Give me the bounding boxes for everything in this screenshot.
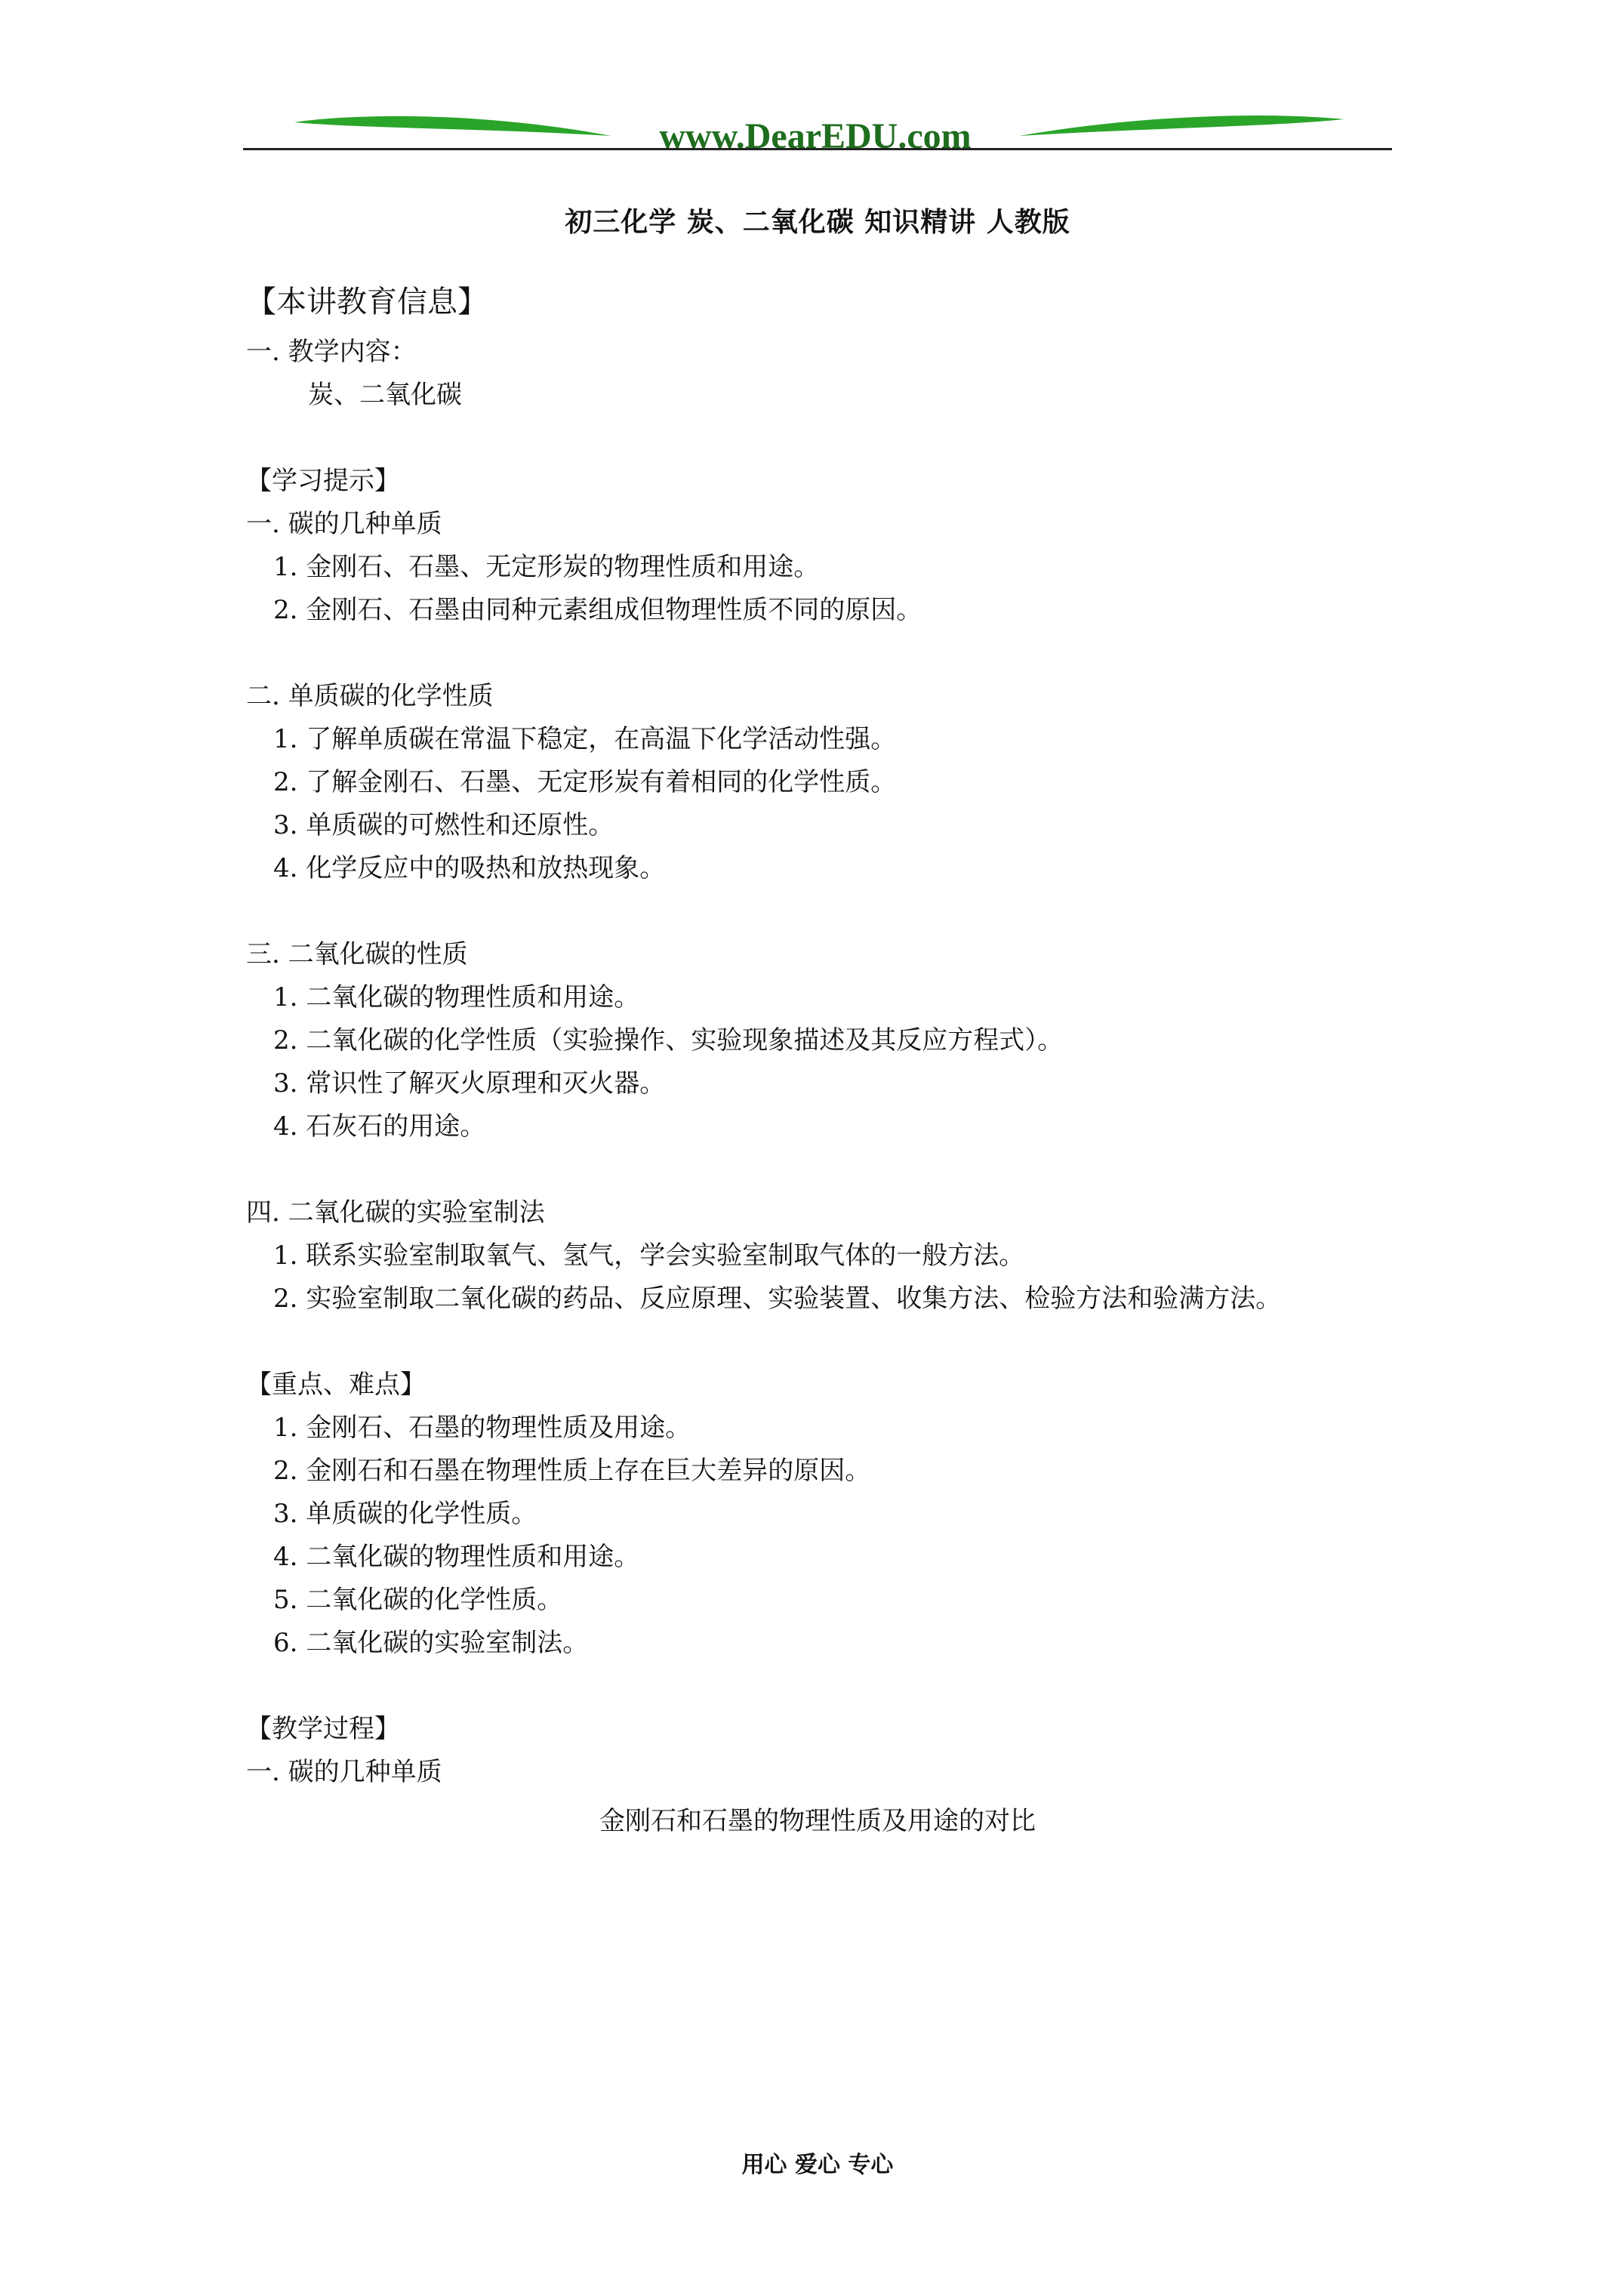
list-item: 5. 二氧化碳的化学性质。	[273, 1585, 563, 1615]
list-item: 4. 石灰石的用途。	[273, 1111, 486, 1142]
section-title: 二. 单质碳的化学性质	[246, 681, 494, 711]
section-title: 四. 二氧化碳的实验室制法	[246, 1197, 545, 1228]
info-heading: 【本讲教育信息】	[246, 285, 488, 319]
section-title: 一. 碳的几种单质	[246, 1757, 442, 1787]
left-swoosh-icon	[294, 116, 611, 136]
process-heading: 【教学过程】	[246, 1714, 400, 1744]
site-logo-text: www.DearEDU.com	[659, 116, 972, 156]
list-item: 6. 二氧化碳的实验室制法。	[273, 1628, 589, 1658]
content-label: 一. 教学内容：	[246, 337, 417, 367]
list-item: 3. 单质碳的可燃性和还原性。	[273, 810, 614, 840]
list-item: 2. 二氧化碳的化学性质（实验操作、实验现象描述及其反应方程式）。	[273, 1025, 1064, 1056]
list-item: 3. 常识性了解灭火原理和灭火器。	[273, 1068, 666, 1099]
header-rule	[243, 148, 1392, 150]
content-value: 炭、二氧化碳	[308, 380, 462, 410]
right-swoosh-icon	[1019, 116, 1344, 136]
hints-heading: 【学习提示】	[246, 466, 400, 496]
list-item: 4. 化学反应中的吸热和放热现象。	[273, 853, 666, 883]
list-item: 2. 了解金刚石、石墨、无定形炭有着相同的化学性质。	[273, 767, 897, 797]
list-item: 2. 实验室制取二氧化碳的药品、反应原理、实验装置、收集方法、检验方法和验满方法。	[273, 1284, 1282, 1314]
list-item: 1. 联系实验室制取氧气、氢气，学会实验室制取气体的一般方法。	[273, 1240, 1025, 1271]
page-footer: 用心 爱心 专心	[741, 2152, 894, 2178]
section-title: 三. 二氧化碳的性质	[246, 939, 468, 969]
list-item: 1. 了解单质碳在常温下稳定，在高温下化学活动性强。	[273, 724, 897, 754]
list-item: 1. 金刚石、石墨、无定形炭的物理性质和用途。	[273, 552, 820, 582]
list-item: 2. 金刚石、石墨由同种元素组成但物理性质不同的原因。	[273, 595, 922, 625]
list-item: 1. 二氧化碳的物理性质和用途。	[273, 982, 640, 1012]
list-item: 1. 金刚石、石墨的物理性质及用途。	[273, 1413, 691, 1443]
list-item: 3. 单质碳的化学性质。	[273, 1499, 537, 1529]
page-title: 初三化学 炭、二氧化碳 知识精讲 人教版	[565, 206, 1070, 238]
table-caption: 金刚石和石墨的物理性质及用途的对比	[599, 1806, 1036, 1836]
section-title: 一. 碳的几种单质	[246, 509, 442, 539]
site-logo	[294, 106, 1344, 159]
key-points-heading: 【重点、难点】	[246, 1370, 426, 1400]
list-item: 2. 金刚石和石墨在物理性质上存在巨大差异的原因。	[273, 1456, 871, 1486]
list-item: 4. 二氧化碳的物理性质和用途。	[273, 1542, 640, 1572]
